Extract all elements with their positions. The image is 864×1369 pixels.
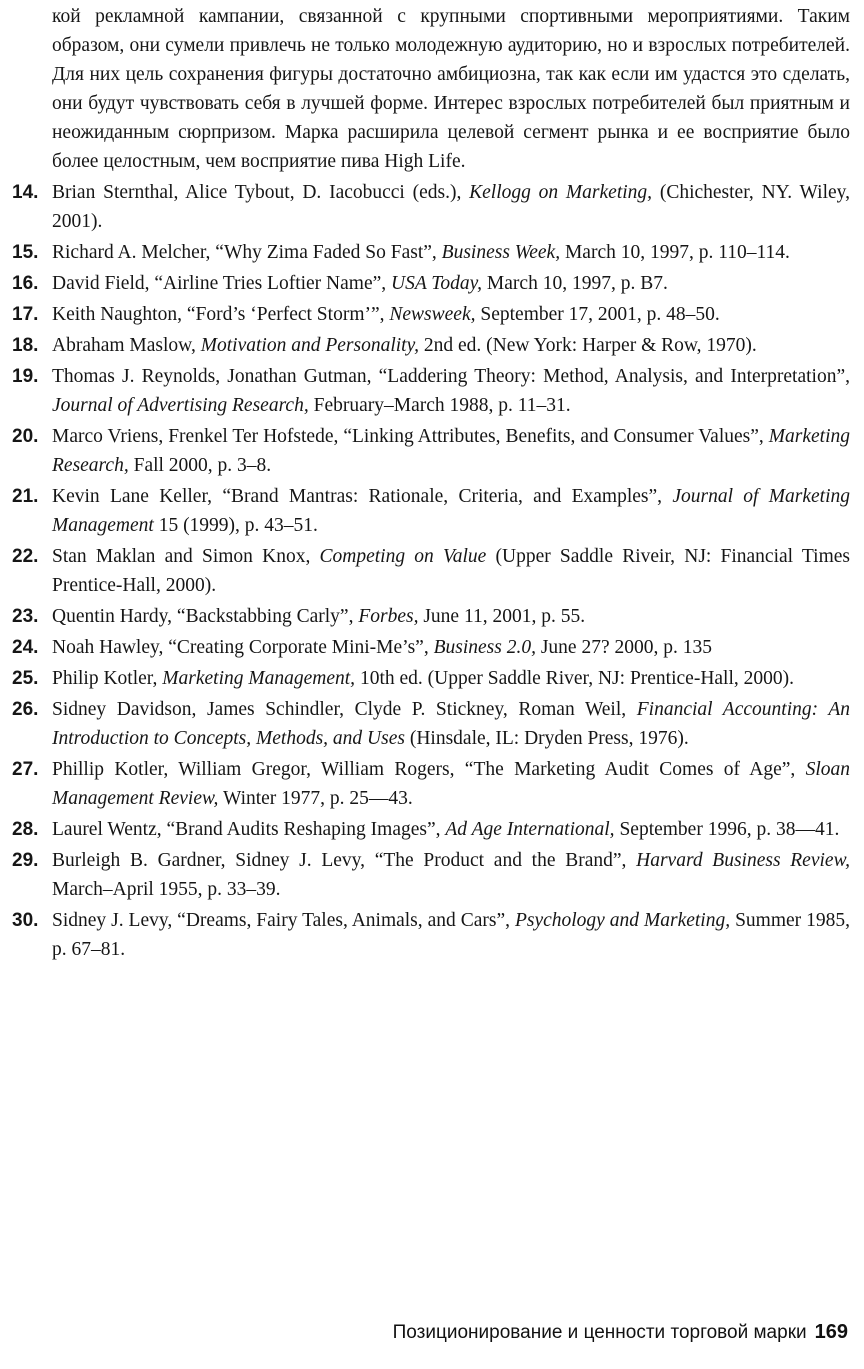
endnote-number: 14. [12, 182, 39, 203]
endnote [12, 633, 850, 662]
endnote [12, 238, 850, 267]
endnote-number: 25. [12, 668, 39, 689]
endnote-source-title: Harvard Business Review, [636, 850, 851, 871]
endnote-text: Brian Sternthal, Alice Tybout, D. Iacobucci (eds.), Kellogg on Marketing, (Chichester, NY. Wiley, 2001). [52, 182, 850, 232]
endnote-number: 28. [12, 819, 39, 840]
endnote-source-title: Journal of Advertising Research, [52, 395, 309, 416]
endnote-source-title: Marketing Management, [162, 668, 356, 689]
endnote-source-title: Psychology and Marketing, [514, 910, 731, 931]
endnotes-list [12, 178, 850, 966]
endnote-text: Sidney Davidson, James Schindler, Clyde P. Stickney, Roman Weil, Financial Accounting: An Introduction to Concepts, Methods, and Uses (Hinsdale, IL: Dryden Press, 1976). [52, 699, 851, 749]
endnote-source-title: Kellogg on Marketing, [469, 182, 653, 203]
endnote-source-title: Financial Accounting: An Introduction to Concepts, Methods, and Uses [52, 699, 851, 749]
endnote [12, 815, 850, 844]
intro-paragraph: кой рекламной кампании, связанной с крупными спортивными мероприятиями. Таким образом, они сумели привлечь не только молодежную аудиторию, но и взрослых потребителей. Для них цель сохранения фигуры достаточно амбициозна, так как если им удастся это сделать, они будут чувствовать себя в лучшей форме. Интерес взрослых потребителей был приятным и неожиданным сюрпризом. Марка расширила целевой сегмент рынка и ее восприятие было более целостным, чем восприятие пива High Life. [52, 6, 850, 172]
endnote-number: 29. [12, 850, 39, 871]
endnote-text: Burleigh B. Gardner, Sidney J. Levy, “The Product and the Brand”, Harvard Business Review, March–April 1955, p. 33–39. [52, 850, 851, 900]
endnote-source-title: Marketing Research, [52, 426, 850, 476]
endnote-number: 24. [12, 637, 39, 658]
endnote-source-title: Journal of Marketing Management [52, 486, 850, 536]
endnote [12, 331, 850, 360]
endnote-source-title: Ad Age International, [445, 819, 615, 840]
endnote-text: Noah Hawley, “Creating Corporate Mini-Me’s”, Business 2.0, June 27? 2000, p. 135 [52, 637, 712, 658]
endnote-text: Quentin Hardy, “Backstabbing Carly”, Forbes, June 11, 2001, p. 55. [52, 606, 586, 627]
endnote-text: Philip Kotler, Marketing Management, 10th ed. (Upper Saddle River, NJ: Prentice-Hall, 2000). [52, 668, 795, 689]
endnote-source-title: Forbes, [358, 606, 419, 627]
endnote-number: 22. [12, 546, 39, 567]
endnote [12, 362, 850, 420]
endnote [12, 695, 850, 753]
endnote [12, 300, 850, 329]
endnote-number: 16. [12, 273, 39, 294]
endnote-number: 18. [12, 335, 39, 356]
endnote-source-title: Newsweek, [389, 304, 476, 325]
endnote-number: 30. [12, 910, 39, 931]
endnote-number: 17. [12, 304, 39, 325]
page-number: 169 [814, 1321, 848, 1343]
endnote-source-title: USA Today, [391, 273, 483, 294]
endnote-text: David Field, “Airline Tries Loftier Name”, USA Today, March 10, 1997, p. B7. [52, 273, 668, 294]
endnote-text: Phillip Kotler, William Gregor, William Rogers, “The Marketing Audit Comes of Age”, Sloan Management Review, Winter 1977, p. 25—43. [52, 759, 850, 809]
endnote-text: Abraham Maslow, Motivation and Personality, 2nd ed. (New York: Harper & Row, 1970). [52, 335, 757, 356]
endnote-text: Marco Vriens, Frenkel Ter Hofstede, “Linking Attributes, Benefits, and Consumer Values”, Marketing Research, Fall 2000, p. 3–8. [52, 426, 850, 476]
endnote [12, 846, 850, 904]
endnote-number: 26. [12, 699, 39, 720]
endnote [12, 755, 850, 813]
endnote-source-title: Sloan Management Review, [52, 759, 850, 809]
endnote-text: Thomas J. Reynolds, Jonathan Gutman, “Laddering Theory: Method, Analysis, and Interpretation”, Journal of Advertising Research, February–March 1988, p. 11–31. [52, 366, 850, 416]
endnote-text: Laurel Wentz, “Brand Audits Reshaping Images”, Ad Age International, September 1996, p. 38—41. [52, 819, 840, 840]
endnote [12, 269, 850, 298]
endnote-number: 15. [12, 242, 39, 263]
endnote-number: 23. [12, 606, 39, 627]
endnote-number: 20. [12, 426, 39, 447]
endnote [12, 542, 850, 600]
endnote-number: 21. [12, 486, 39, 507]
page-footer [393, 1318, 848, 1347]
endnote [12, 664, 850, 693]
endnote [12, 602, 850, 631]
running-title: Позиционирование и ценности торговой марки [392, 1322, 807, 1343]
endnote-number: 27. [12, 759, 39, 780]
endnote [12, 906, 850, 964]
endnote-text: Keith Naughton, “Ford’s ‘Perfect Storm’”, Newsweek, September 17, 2001, p. 48–50. [52, 304, 720, 325]
endnote [12, 422, 850, 480]
endnote [12, 178, 850, 236]
endnote-text: Stan Maklan and Simon Knox, Competing on Value (Upper Saddle Riveir, NJ: Financial Times Prentice-Hall, 2000). [52, 546, 850, 596]
endnote-source-title: Business Week, [441, 242, 561, 263]
endnote-text: Richard A. Melcher, “Why Zima Faded So Fast”, Business Week, March 10, 1997, p. 110–114. [52, 242, 790, 263]
endnote-text: Sidney J. Levy, “Dreams, Fairy Tales, Animals, and Cars”, Psychology and Marketing, Summer 1985, p. 67–81. [52, 910, 850, 960]
endnote-source-title: Business 2.0, [433, 637, 536, 658]
endnote-text: Kevin Lane Keller, “Brand Mantras: Rationale, Criteria, and Examples”, Journal of Marketing Management 15 (1999), p. 43–51. [52, 486, 850, 536]
endnote-number: 19. [12, 366, 39, 387]
endnote-source-title: Motivation and Personality, [200, 335, 420, 356]
endnote-source-title: Competing on Value [319, 546, 487, 567]
endnote [12, 482, 850, 540]
